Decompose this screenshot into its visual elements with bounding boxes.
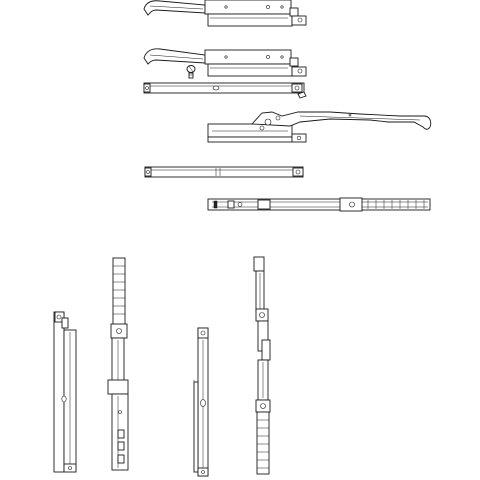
screw-part: [187, 66, 195, 79]
track-bar-with-screw: [144, 83, 304, 93]
hinge-arm-closed-top: [144, 0, 306, 26]
hinge-arm-closed-middle: [144, 49, 306, 76]
vertical-stay-tall-left: [108, 258, 128, 470]
track-bar-with-slider: [208, 198, 430, 211]
hinge-arm-open: [208, 92, 431, 142]
vertical-bar-short-left: [54, 312, 76, 472]
vertical-stay-tall-right: [254, 257, 270, 474]
track-bar-short: [145, 167, 303, 177]
vertical-bar-short-right: [194, 328, 208, 476]
